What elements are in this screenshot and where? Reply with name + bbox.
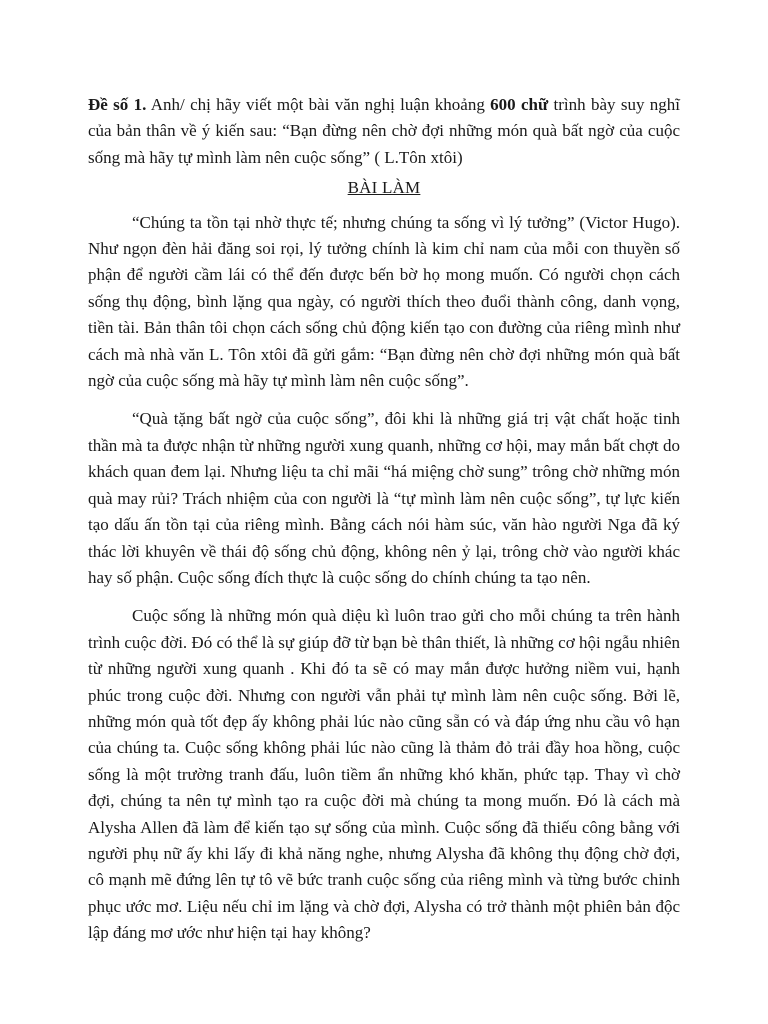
- essay-heading: BÀI LÀM: [347, 178, 421, 198]
- prompt-text-before: Anh/ chị hãy viết một bài văn nghị luận khoảng: [146, 95, 491, 114]
- essay-prompt: [88, 92, 680, 171]
- prompt-label: Đề số 1.: [88, 95, 147, 114]
- prompt-text-after: trình bày suy nghĩ của bản thân về ý kiến sau: “Bạn đừng nên chờ đợi những món quà bất ngờ của cuộc sống mà hãy tự mình làm nên cuộc sống” ( L.Tôn xtôi): [88, 95, 680, 167]
- essay-paragraph-2: “Quà tặng bất ngờ của cuộc sống”, đôi khi là những giá trị vật chất hoặc tinh thần mà ta được nhận từ những người xung quanh, những cơ hội, may mắn bất chợt do khách quan đem lại. Nhưng liệu ta chỉ mãi “há miệng chờ sung” trông chờ những món quà may rủi? Trách nhiệm của con người là “tự mình làm nên cuộc sống”, tự lực kiến tạo dấu ấn tồn tại của riêng mình. Bằng cách nói hàm súc, văn hào người Nga đã ký thác lời khuyên về thái độ sống chủ động, không nên ỷ lại, trông chờ vào người khác hay số phận. Cuộc sống đích thực là cuộc sống do chính chúng ta tạo nên.: [88, 409, 680, 587]
- essay-document: [88, 92, 680, 959]
- essay-paragraph-3: Cuộc sống là những món quà diệu kì luôn trao gửi cho mỗi chúng ta trên hành trình cuộc đời. Đó có thể là sự giúp đỡ từ bạn bè thân thiết, là những cơ hội ngẫu nhiên từ những người xung quanh . Khi đó ta sẽ có may mắn được hưởng niềm vui, hạnh phúc trong cuộc đời. Nhưng con người vẫn phải tự mình làm nên cuộc sống. Bởi lẽ, những món quà tốt đẹp ấy không phải lúc nào cũng sẵn có và đáp ứng nhu cầu vô hạn của chúng ta. Cuộc sống không phải lúc nào cũng là thảm đỏ trải đầy hoa hồng, cuộc sống là một trường tranh đấu, luôn tiềm ẩn những khó khăn, phức tạp. Thay vì chờ đợi, chúng ta nên tự mình tạo ra cuộc đời mà chúng ta mong muốn. Đó là cách mà Alysha Allen đã làm để kiến tạo sự sống của mình. Cuộc sống đã thiếu công bằng với người phụ nữ ấy khi lấy đi khả năng nghe, nhưng Alysha đã không thụ động chờ đợi, cô mạnh mẽ đứng lên tự tô vẽ bức tranh cuộc sống của riêng mình và từng bước chinh phục ước mơ. Liệu nếu chỉ im lặng và chờ đợi, Alysha có trở thành một phiên bản độc lập đáng mơ ước như hiện tại hay không?: [88, 606, 680, 943]
- essay-paragraph-1: “Chúng ta tồn tại nhờ thực tế; nhưng chúng ta sống vì lý tưởng” (Victor Hugo). Như ngọn đèn hải đăng soi rọi, lý tưởng chính là kim chỉ nam của mỗi con thuyền số phận để người cầm lái có thể đến được bến bờ họ mong muốn. Có người chọn cách sống thụ động, bình lặng qua ngày, có người thích theo đuổi thành công, danh vọng, tiền tài. Bản thân tôi chọn cách sống chủ động kiến tạo con đường của riêng mình như cách mà nhà văn L. Tôn xtôi đã gửi gắm: “Bạn đừng nên chờ đợi những món quà bất ngờ của cuộc sống mà hãy tự mình làm nên cuộc sống”.: [88, 212, 680, 391]
- prompt-word-count: 600 chữ: [490, 95, 549, 114]
